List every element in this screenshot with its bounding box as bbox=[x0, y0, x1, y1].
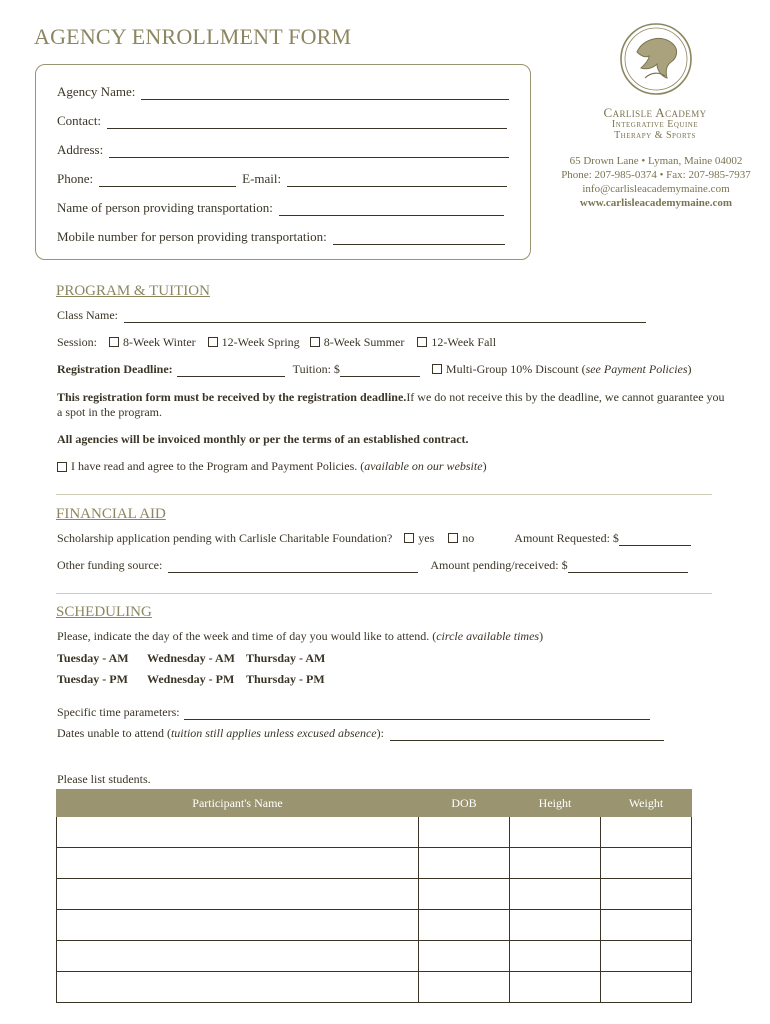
table-cell[interactable] bbox=[57, 910, 419, 941]
scholarship-label: Scholarship application pending with Carlisle Charitable Foundation? bbox=[57, 531, 393, 545]
divider bbox=[56, 593, 712, 594]
contact-label: Contact: bbox=[57, 113, 102, 128]
phone-label: Phone: bbox=[57, 171, 94, 186]
checkbox-icon[interactable] bbox=[432, 364, 442, 374]
scholarship-yes[interactable]: yes bbox=[404, 531, 434, 546]
session-option-2[interactable]: 8-Week Summer bbox=[310, 335, 405, 350]
table-cell[interactable] bbox=[510, 817, 601, 848]
checkbox-icon[interactable] bbox=[57, 462, 67, 472]
table-row bbox=[57, 941, 692, 972]
invoice-text: All agencies will be invoiced monthly or per the terms of an established contract. bbox=[57, 432, 469, 446]
table-cell[interactable] bbox=[419, 848, 510, 879]
amount-pending-label: Amount pending/received: $ bbox=[430, 558, 568, 572]
table-cell[interactable] bbox=[419, 972, 510, 1003]
table-cell[interactable] bbox=[601, 848, 692, 879]
checkbox-icon[interactable] bbox=[448, 533, 458, 543]
deadline-label: Registration Deadline: bbox=[57, 362, 173, 376]
tuition-field[interactable] bbox=[340, 362, 420, 377]
table-cell[interactable] bbox=[419, 817, 510, 848]
time-option[interactable]: Wednesday - PM bbox=[147, 672, 235, 686]
session-option-3[interactable]: 12-Week Fall bbox=[417, 335, 496, 350]
table-cell[interactable] bbox=[510, 879, 601, 910]
time-option[interactable]: Thursday - PM bbox=[246, 672, 325, 686]
phone-email-row bbox=[57, 171, 507, 187]
agency-name-field[interactable] bbox=[141, 85, 509, 100]
time-params-label: Specific time parameters: bbox=[57, 705, 180, 719]
transport-mobile-label: Mobile number for person providing transportation: bbox=[57, 229, 327, 244]
checkbox-icon[interactable] bbox=[109, 337, 119, 347]
table-cell[interactable] bbox=[419, 879, 510, 910]
students-table bbox=[56, 789, 692, 1003]
time-option[interactable]: Wednesday - AM bbox=[147, 651, 236, 665]
amount-requested-field[interactable] bbox=[619, 531, 691, 546]
table-row bbox=[57, 972, 692, 1003]
org-phone-fax: Phone: 207-985-0374 • Fax: 207-985-7937 bbox=[561, 169, 751, 181]
time-option[interactable]: Tuesday - PM bbox=[57, 672, 128, 686]
table-header-row bbox=[57, 790, 692, 817]
session-label: Session: bbox=[57, 335, 98, 349]
table-cell[interactable] bbox=[601, 972, 692, 1003]
transport-person-label: Name of person providing transportation: bbox=[57, 200, 273, 215]
class-name-field[interactable] bbox=[124, 308, 646, 323]
amount-requested-label: Amount Requested: $ bbox=[514, 531, 619, 545]
time-params-field[interactable] bbox=[184, 705, 650, 720]
agree-row[interactable]: I have read and agree to the Program and Payment Policies. ( available on our website ) bbox=[57, 459, 487, 474]
scholarship-row bbox=[57, 531, 691, 546]
table-row bbox=[57, 879, 692, 910]
table-cell[interactable] bbox=[57, 972, 419, 1003]
horse-head-circle-logo-icon bbox=[619, 22, 693, 96]
page-title: AGENCY ENROLLMENT FORM bbox=[34, 24, 352, 49]
email-label: E-mail: bbox=[242, 171, 282, 186]
email-field[interactable] bbox=[287, 172, 507, 187]
org-address: 65 Drown Lane • Lyman, Maine 04002 bbox=[569, 155, 743, 167]
time-params-row bbox=[57, 705, 650, 720]
column-header-height: Height bbox=[510, 790, 601, 817]
column-header-name: Participant's Name bbox=[57, 790, 419, 817]
other-funding-label: Other funding source: bbox=[57, 558, 163, 572]
table-cell[interactable] bbox=[601, 817, 692, 848]
org-subtitle-2: Therapy & Sports bbox=[614, 130, 696, 141]
address-label: Address: bbox=[57, 142, 104, 157]
financial-aid-heading: FINANCIAL AID bbox=[56, 506, 166, 522]
table-cell[interactable] bbox=[510, 941, 601, 972]
divider bbox=[56, 494, 712, 495]
table-cell[interactable] bbox=[57, 817, 419, 848]
org-website[interactable]: www.carlisleacademymaine.com bbox=[579, 197, 733, 209]
table-cell[interactable] bbox=[510, 848, 601, 879]
table-cell[interactable] bbox=[510, 910, 601, 941]
students-intro: Please list students. bbox=[57, 772, 151, 786]
checkbox-icon[interactable] bbox=[310, 337, 320, 347]
am-times-row bbox=[57, 651, 325, 666]
dates-unable-field[interactable] bbox=[390, 726, 664, 741]
tuition-label: Tuition: $ bbox=[292, 362, 340, 376]
agency-name-row bbox=[57, 84, 509, 100]
checkbox-icon[interactable] bbox=[417, 337, 427, 347]
table-cell[interactable] bbox=[419, 941, 510, 972]
contact-row bbox=[57, 113, 507, 129]
column-header-weight: Weight bbox=[601, 790, 692, 817]
dates-unable-row: Dates unable to attend ( tuition still applies unless excused absence ): bbox=[57, 726, 664, 741]
table-row bbox=[57, 910, 692, 941]
other-funding-field[interactable] bbox=[168, 558, 418, 573]
table-cell[interactable] bbox=[419, 910, 510, 941]
transport-mobile-row bbox=[57, 229, 505, 245]
pm-times-row bbox=[57, 672, 325, 687]
deadline-field[interactable] bbox=[177, 362, 285, 377]
time-option[interactable]: Tuesday - AM bbox=[57, 651, 129, 665]
amount-pending-field[interactable] bbox=[568, 558, 688, 573]
table-cell[interactable] bbox=[57, 941, 419, 972]
session-option-0[interactable]: 8-Week Winter bbox=[109, 335, 196, 350]
checkbox-icon[interactable] bbox=[404, 533, 414, 543]
table-cell[interactable] bbox=[57, 848, 419, 879]
contact-field[interactable] bbox=[107, 114, 507, 129]
session-option-1[interactable]: 12-Week Spring bbox=[208, 335, 300, 350]
deadline-row bbox=[57, 362, 692, 377]
class-name-row bbox=[57, 308, 646, 323]
scheduling-instruction: Please, indicate the day of the week and time of day you would like to attend. ( circle available times ) bbox=[57, 629, 544, 643]
session-row bbox=[57, 335, 496, 350]
table-cell[interactable] bbox=[57, 879, 419, 910]
org-email[interactable]: info@carlisleacademymaine.com bbox=[582, 183, 730, 195]
transport-person-field[interactable] bbox=[279, 201, 504, 216]
class-name-label: Class Name: bbox=[57, 308, 118, 322]
phone-field[interactable] bbox=[99, 172, 236, 187]
table-row bbox=[57, 817, 692, 848]
time-option[interactable]: Thursday - AM bbox=[246, 651, 326, 665]
transport-mobile-field[interactable] bbox=[333, 230, 505, 245]
notice-line-2: a spot in the program. bbox=[57, 405, 162, 419]
address-field[interactable] bbox=[109, 143, 509, 158]
org-subtitle-1: Integrative Equine bbox=[611, 119, 699, 130]
table-cell[interactable] bbox=[510, 972, 601, 1003]
table-cell[interactable] bbox=[601, 910, 692, 941]
checkbox-icon[interactable] bbox=[208, 337, 218, 347]
scheduling-heading: SCHEDULING bbox=[56, 604, 152, 620]
table-cell[interactable] bbox=[601, 941, 692, 972]
column-header-dob: DOB bbox=[419, 790, 510, 817]
discount-option[interactable]: Multi-Group 10% Discount (see Payment Policies) bbox=[432, 362, 692, 377]
scholarship-no[interactable]: no bbox=[448, 531, 474, 546]
table-cell[interactable] bbox=[601, 879, 692, 910]
other-funding-row bbox=[57, 558, 688, 573]
transport-person-row bbox=[57, 200, 504, 216]
program-heading: PROGRAM & TUITION bbox=[56, 283, 210, 299]
org-name: Carlisle Academy bbox=[603, 105, 707, 120]
address-row bbox=[57, 142, 509, 158]
notice-line-1: This registration form must be received by the registration deadline. If we do not receive this by the deadline, we cannot guarantee you bbox=[57, 390, 725, 404]
table-row bbox=[57, 848, 692, 879]
agency-name-label: Agency Name: bbox=[57, 84, 136, 99]
